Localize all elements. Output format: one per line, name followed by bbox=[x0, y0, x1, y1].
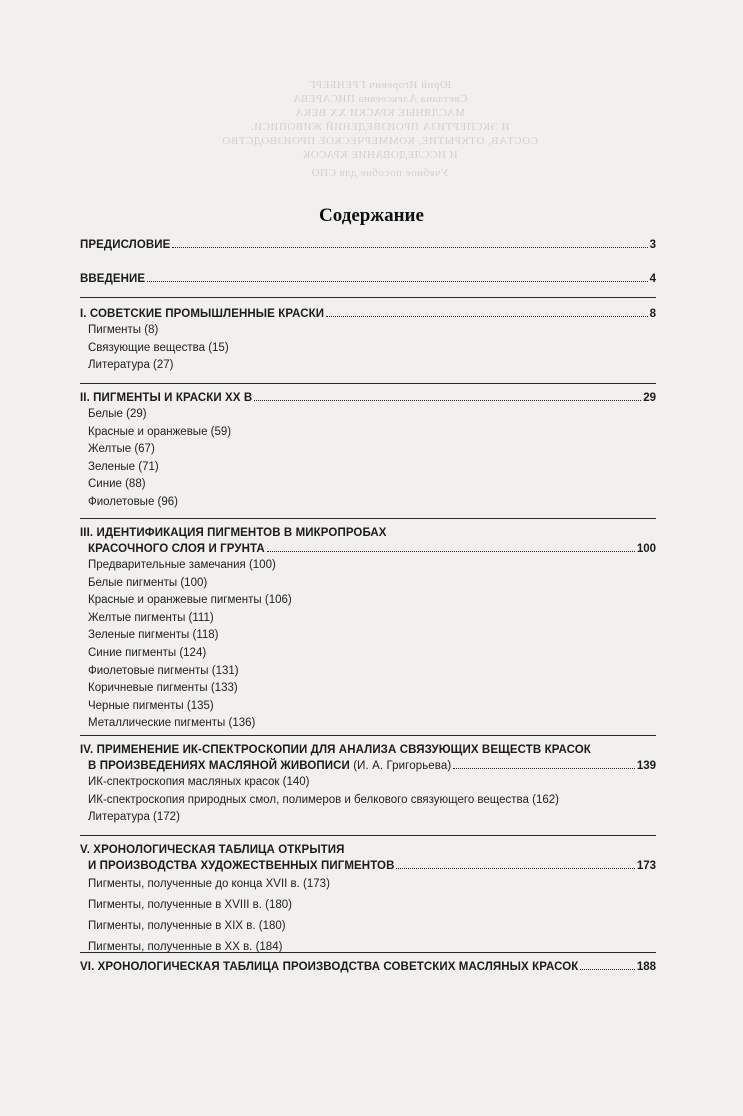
page-number: 4 bbox=[649, 273, 656, 285]
toc-heading: ВВЕДЕНИЕ bbox=[80, 273, 146, 285]
toc-subitem[interactable]: Фиолетовые пигменты (131) bbox=[88, 664, 239, 677]
bleed-line: Юрий Игоревич ГРЕНБЕРГ bbox=[308, 79, 452, 91]
toc-subitem[interactable]: Синие пигменты (124) bbox=[88, 646, 207, 659]
divider bbox=[80, 952, 656, 953]
bleed-line: И ИССЛЕДОВАНИЕ КРАСОК bbox=[302, 149, 458, 161]
leader-dots bbox=[326, 316, 648, 317]
toc-heading: I. СОВЕТСКИЕ ПРОМЫШЛЕННЫЕ КРАСКИ bbox=[80, 308, 325, 320]
toc-heading: II. ПИГМЕНТЫ И КРАСКИ XX В bbox=[80, 392, 253, 404]
leader-dots bbox=[172, 247, 647, 248]
toc-heading: И ПРОИЗВОДСТВА ХУДОЖЕСТВЕННЫХ ПИГМЕНТОВ bbox=[88, 860, 395, 872]
toc-heading-line1: IV. ПРИМЕНЕНИЕ ИК-СПЕКТРОСКОПИИ ДЛЯ АНАЛИЗА СВЯЗУЮЩИХ ВЕЩЕСТВ КРАСОК bbox=[80, 744, 591, 756]
page-number: 29 bbox=[643, 392, 656, 404]
toc-subitem[interactable]: Желтые (67) bbox=[88, 443, 155, 456]
leader-dots bbox=[453, 768, 635, 769]
toc-heading: VI. ХРОНОЛОГИЧЕСКАЯ ТАБЛИЦА ПРОИЗВОДСТВА СОВЕТСКИХ МАСЛЯНЫХ КРАСОК bbox=[80, 961, 579, 973]
leader-dots bbox=[147, 281, 647, 282]
toc-subitem[interactable]: Черные пигменты (135) bbox=[88, 699, 214, 712]
toc-subitem[interactable]: Синие (88) bbox=[88, 478, 146, 491]
leader-dots bbox=[267, 551, 635, 552]
toc-subitem[interactable]: Металлические пигменты (136) bbox=[88, 717, 256, 730]
toc-entry-chapter-1[interactable] bbox=[80, 306, 656, 375]
toc-entry-chapter-5[interactable] bbox=[80, 842, 656, 958]
toc-heading-author: (И. А. Григорьева) bbox=[349, 760, 452, 772]
toc-subitem[interactable]: Пигменты, полученные до конца XVII в. (173) bbox=[88, 878, 330, 890]
bleed-line: МАСЛЯНЫЕ КРАСКИ XX ВЕКА bbox=[294, 107, 466, 119]
toc-subitem[interactable]: Пигменты, полученные в XIX в. (180) bbox=[88, 920, 286, 932]
toc-entry-chapter-6[interactable] bbox=[80, 959, 656, 975]
page-number: 8 bbox=[649, 308, 656, 320]
toc-heading: ПРЕДИСЛОВИЕ bbox=[80, 239, 171, 251]
leader-dots bbox=[254, 400, 641, 401]
toc-heading-text: В ПРОИЗВЕДЕНИЯХ МАСЛЯНОЙ ЖИВОПИСИ bbox=[88, 760, 350, 772]
toc-subitem[interactable]: Красные и оранжевые пигменты (106) bbox=[88, 594, 292, 607]
page-number: 139 bbox=[636, 760, 656, 772]
toc-entry-chapter-2[interactable] bbox=[80, 390, 656, 512]
toc-subitem[interactable]: Белые (29) bbox=[88, 408, 147, 420]
toc-subitem[interactable]: ИК-спектроскопия масляных красок (140) bbox=[88, 776, 310, 788]
toc-subitem[interactable]: Зеленые пигменты (118) bbox=[88, 629, 219, 642]
divider bbox=[80, 735, 656, 736]
toc-subitem[interactable]: Зеленые (71) bbox=[88, 460, 159, 473]
page-title: Содержание bbox=[319, 205, 424, 226]
divider bbox=[80, 835, 656, 836]
toc-subitem[interactable]: Литература (172) bbox=[88, 811, 180, 824]
toc-heading-line1: III. ИДЕНТИФИКАЦИЯ ПИГМЕНТОВ В МИКРОПРОБАХ bbox=[80, 527, 387, 539]
toc-subitem[interactable]: Литература (27) bbox=[88, 359, 174, 372]
toc-entry-chapter-3[interactable] bbox=[80, 525, 656, 733]
page-number: 100 bbox=[636, 543, 656, 555]
toc-subitem[interactable]: Красные и оранжевые (59) bbox=[88, 425, 232, 438]
bleed-line: СОСТАВ, ОТКРЫТИЕ, КОММЕРЧЕСКОЕ ПРОИЗВОДСТВО bbox=[221, 135, 539, 147]
toc-heading bbox=[88, 758, 451, 774]
toc-subitem[interactable]: ИК-спектроскопия природных смол, полимеров и белкового связующего вещества (162) bbox=[88, 793, 559, 806]
toc-entry-chapter-4[interactable] bbox=[80, 742, 656, 827]
page-number: 3 bbox=[649, 239, 656, 251]
page-number: 188 bbox=[636, 961, 656, 973]
toc-subitem[interactable]: Коричневые пигменты (133) bbox=[88, 682, 238, 695]
toc-subitem[interactable]: Белые пигменты (100) bbox=[88, 576, 208, 589]
bleed-line: Учебное пособие для СПО bbox=[311, 167, 449, 179]
page-number: 173 bbox=[636, 860, 656, 872]
toc-entry-preface[interactable] bbox=[80, 237, 656, 253]
divider bbox=[80, 383, 656, 384]
toc-subitem[interactable]: Фиолетовые (96) bbox=[88, 495, 178, 508]
divider bbox=[80, 518, 656, 519]
toc-entry-introduction[interactable] bbox=[80, 271, 656, 287]
toc-subitem[interactable]: Пигменты (8) bbox=[88, 324, 159, 336]
leader-dots bbox=[580, 969, 634, 970]
toc-heading-line1: V. ХРОНОЛОГИЧЕСКАЯ ТАБЛИЦА ОТКРЫТИЯ bbox=[80, 844, 345, 856]
bleed-line: Светлана Алексеевна ПИСАРЕВА bbox=[292, 93, 468, 105]
toc-subitem[interactable]: Желтые пигменты (111) bbox=[88, 611, 214, 624]
divider bbox=[80, 297, 656, 298]
toc-subitem[interactable]: Пигменты, полученные в XVIII в. (180) bbox=[88, 899, 293, 911]
toc-subitem[interactable]: Связующие вещества (15) bbox=[88, 341, 229, 354]
toc-subitem[interactable]: Пигменты, полученные в XX в. (184) bbox=[88, 941, 283, 953]
bleed-through-text bbox=[150, 78, 610, 180]
leader-dots bbox=[396, 868, 634, 869]
bleed-line: И ЭКСПЕРТИЗА ПРОИЗВЕДЕНИЙ ЖИВОПИСИ. bbox=[250, 121, 510, 133]
toc-heading: КРАСОЧНОГО СЛОЯ И ГРУНТА bbox=[88, 543, 265, 555]
toc-subitem[interactable]: Предварительные замечания (100) bbox=[88, 559, 276, 571]
